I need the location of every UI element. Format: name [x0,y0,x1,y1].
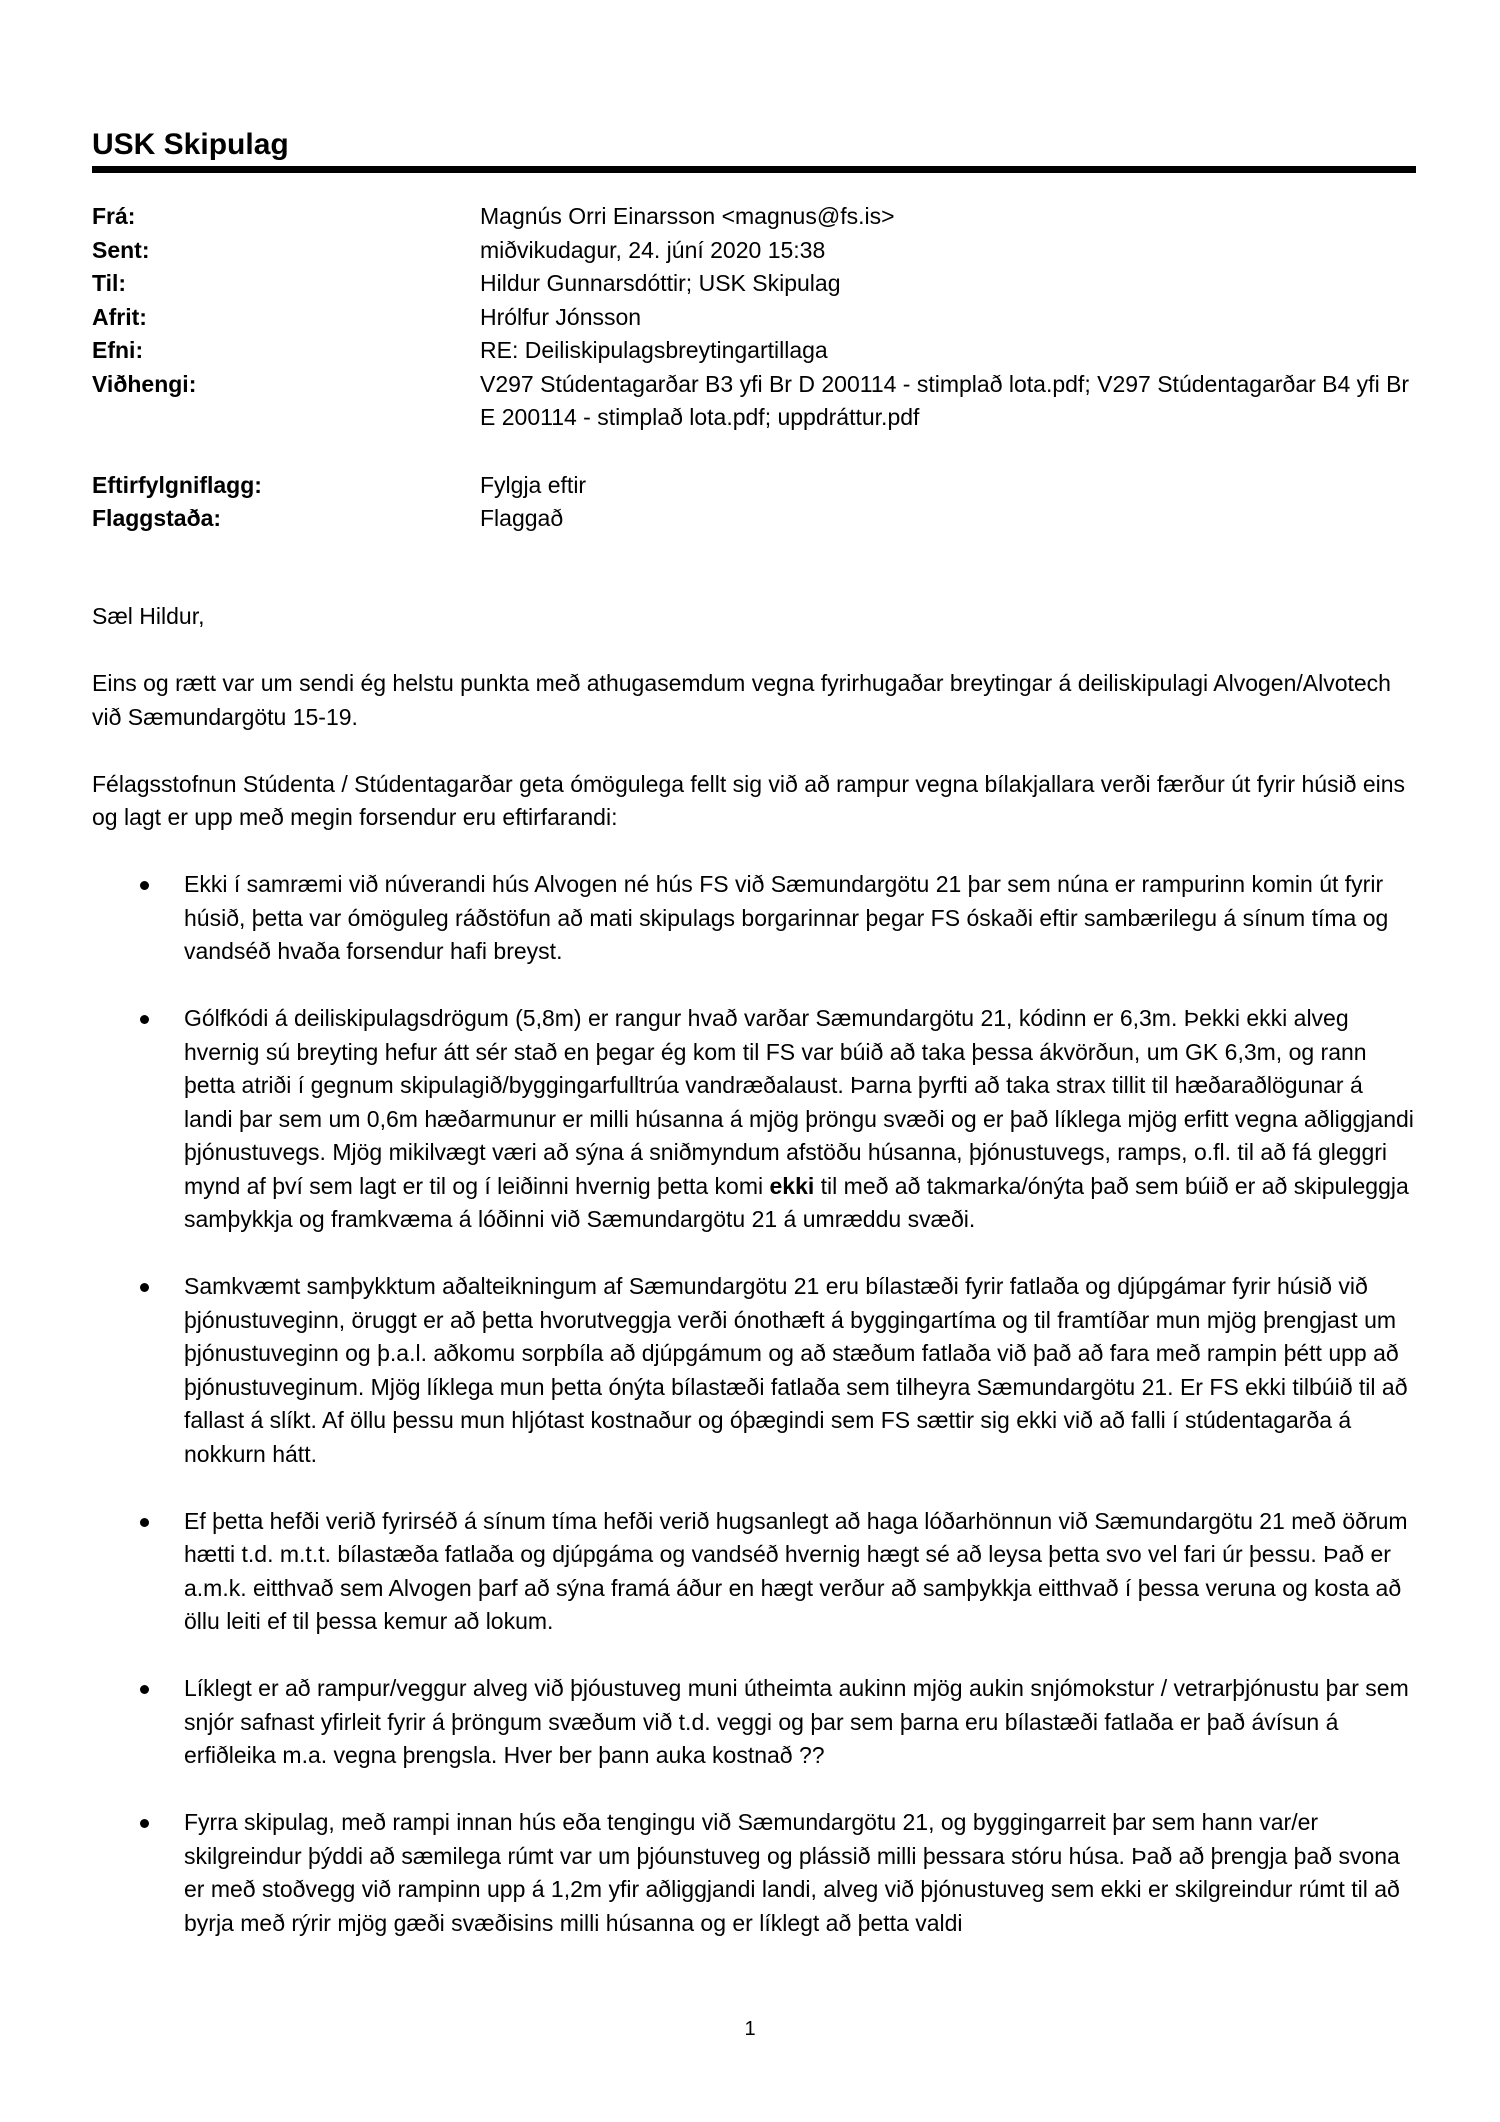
header-row-attachments [92,368,1416,435]
list-item [92,1270,1416,1471]
bullet-icon [140,1819,149,1828]
header-row-cc [92,301,1416,335]
subject-value: RE: Deiliskipulagsbreytingartillaga [480,337,828,363]
list-item-text: Ekki í samræmi við núverandi hús Alvogen né hús FS við Sæmundargötu 21 þar sem núna er rampurinn komin út fyrir húsið, þetta var ómöguleg ráðstöfun að mati skipulags borgarinnar þegar FS óskaði eftir sambærilegu á sínum tíma og vandséð hvaða forsendur hafi breyst. [184,871,1389,964]
emphasis-text: ekki [769,1172,815,1199]
header-row-follow-up-flag [92,469,1416,503]
list-item-text: Ef þetta hefði verið fyrirséð á sínum tíma hefði verið hugsanlegt að haga lóðarhönnun við Sæmundargötu 21 með öðrum hætti t.d. m.t.t. bílastæða fatlaða og djúpgáma og vandséð hvernig hægt sé að leysa þetta svo vel fari úr þessu. Það er a.m.k. eitthvað sem Alvogen þarf að sýna framá áður en hægt verður að samþykkja eitthvað í þessa veruna og kosta að öllu leiti ef til þessa kemur að lokum. [184,1507,1408,1634]
intro-paragraph: Eins og rætt var um sendi ég helstu punkta með athugasemdum vegna fyrirhugaðar breytingar á deiliskipulagi Alvogen/Alvotech við Sæmundargötu 15-19. [92,670,1391,730]
header-row-subject [92,334,1416,368]
list-item-text: Samkvæmt samþykktum aðalteikningum af Sæmundargötu 21 eru bílastæði fyrir fatlaða og djúpgámar fyrir húsið við þjónustuveginn, öruggt er að þetta hvorutveggja verði ónothæft á byggingartíma og til framtíðar mun mjög þrengjast um þjónustuveginn og þ.a.l. aðkomu sorpbíla að djúpgámum og að stæðum fatlaða við það að fara með rampin þétt upp að þjónustuveginum. Mjög líklega mun þetta ónýta bílastæði fatlaða sem tilheyra Sæmundargötu 21. Er FS ekki tilbúið til að fallast á slíkt. Af öllu þessu mun hljótast kostnaður og óþægindi sem FS sættir sig ekki við að falli í stúdentagarða á nokkurn hátt. [184,1273,1408,1467]
page-number: 1 [744,2018,756,2040]
bullet-list [92,868,1416,1940]
list-item [92,1672,1416,1773]
list-item-text: Fyrra skipulag, með rampi innan hús eða tengingu við Sæmundargötu 21, og byggingarreit þar sem hann var/er skilgreindur þýddi að sæmilega rúmt var um þjóunstuveg og plássið milli þessara stóru húsa. Það að þrengja það svona er með stoðvegg við rampinn upp á 1,2m yfir aðliggjandi landi, alveg við þjónustuveg sem ekki er skilgreindur rúmt til að byrja með rýrir mjög gæði svæðisins milli húsanna og er líklegt að þetta valdi [184,1809,1400,1936]
list-item-text-continued: til með að takmarka/ónýta það sem búið er að skipuleggja samþykkja og framkvæma á lóðinni við Sæmundargötu 21 á umræddu svæði. [184,1172,1409,1232]
header-row-from [92,200,1416,234]
follow-up-flag-value: Fylgja eftir [480,471,587,498]
attachments-value: V297 Stúdentagarðar B3 yfi Br D 200114 - stimplað lota.pdf; V297 Stúdentagarðar B4 yfi Br E 200114 - stimplað lota.pdf; uppdráttur.pdf [480,370,1410,430]
cc-value: Hrólfur Jónsson [480,303,642,330]
bullet-icon [140,1015,149,1024]
header-row-flag-status [92,502,1416,536]
attachments-label: Viðhengi: [92,370,197,397]
header-spacer [92,435,1416,469]
list-item [92,1505,1416,1639]
list-item-text: Gólfkódi á deiliskipulagsdrögum (5,8m) er rangur hvað varðar Sæmundargötu 21, kódinn er 6,3m. Þekki ekki alveg hvernig sú breyting hefur átt sér stað en þegar ég kom til FS var búið að taka þessa ákvörðun, um GK 6,3m, og rann þetta atriði í gegnum skipulagið/byggingarfulltrúa vandræðalaust. Þarna þyrfti að taka strax tillit til hæðaraðlögunar á landi þar sem um 0,6m hæðarmunur er milli húsanna á mjög þröngu svæði og er það líklega mjög erfitt vegna aðliggjandi þjónustuvegs. Mjög mikilvægt væri að sýna á sniðmyndum afstöðu húsanna, þjónustuvegs, ramps, o.fl. til að fá gleggri mynd af því sem lagt er til og í leiðinni hvernig þetta komi [184,1005,1414,1199]
from-label: Frá: [92,203,136,229]
page-title: USK Skipulag [92,128,289,161]
cc-label: Afrit: [92,303,147,330]
intro-paragraph: Félagsstofnun Stúdenta / Stúdentagarðar geta ómögulega fellt sig við að rampur vegna bílakjallara verði færður út fyrir húsið eins og lagt er upp með megin forsendur eru eftirfarandi: [92,770,1406,830]
title-divider [92,166,1416,173]
list-item [92,1806,1416,1940]
sent-value: miðvikudagur, 24. júní 2020 15:38 [480,236,826,263]
flag-status-label: Flaggstaða: [92,505,222,531]
bullet-icon [140,881,149,890]
list-item-text: Líklegt er að rampur/veggur alveg við þjóustuveg muni útheimta aukinn mjög aukin snjómokstur / vetrarþjónustu þar sem snjór safnast yfirleit fyrir á þröngum svæðum við t.d. veggi og þar sem þarna eru bílastæði fatlaða er það ávísun á erfiðleika m.a. vegna þrengsla. Hver ber þann auka kostnað ?? [184,1675,1409,1768]
sent-label: Sent: [92,236,150,263]
header-row-to [92,267,1416,301]
bullet-icon [140,1685,149,1694]
greeting: Sæl Hildur, [92,603,205,629]
follow-up-flag-label: Eftirfylgniflagg: [92,471,262,498]
subject-label: Efni: [92,337,144,363]
bullet-icon [140,1518,149,1527]
from-value: Magnús Orri Einarsson <magnus@fs.is> [480,203,895,229]
flag-status-value: Flaggað [480,505,564,531]
to-label: Til: [92,270,127,296]
email-body [92,600,1416,1974]
email-header [92,200,1416,536]
bullet-icon [140,1283,149,1292]
to-value: Hildur Gunnarsdóttir; USK Skipulag [480,270,841,296]
list-item [92,1002,1416,1237]
list-item [92,868,1416,969]
header-row-sent [92,234,1416,268]
